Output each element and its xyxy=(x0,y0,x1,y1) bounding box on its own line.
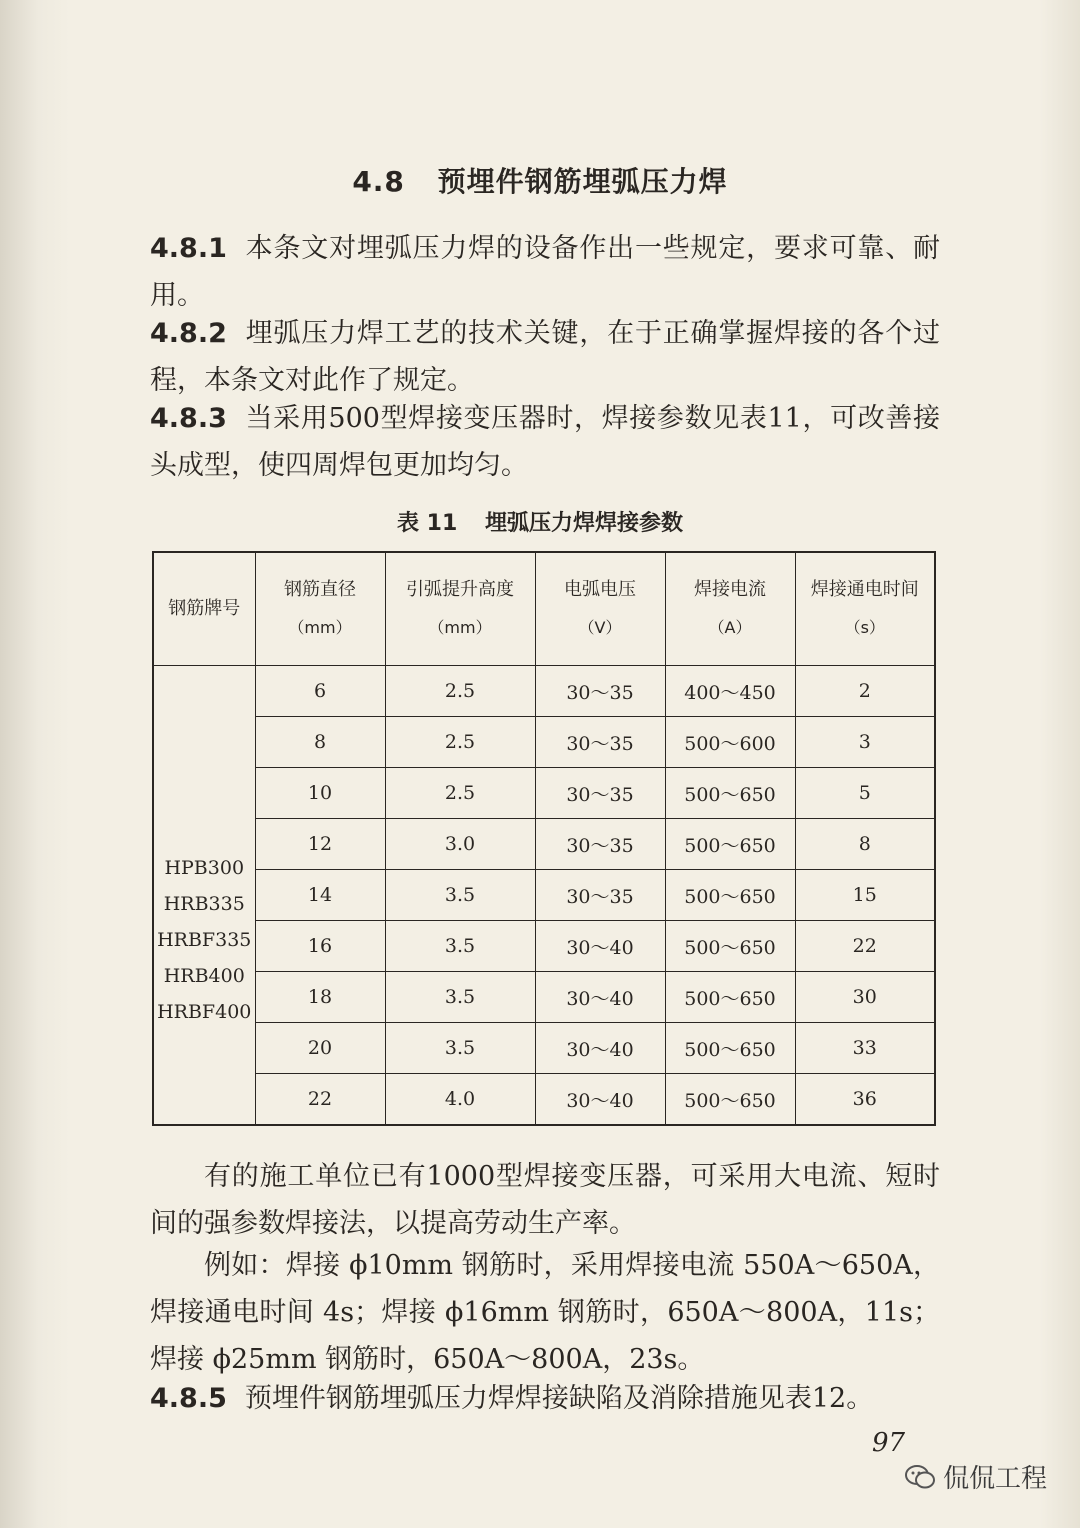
wechat-icon xyxy=(905,1464,935,1490)
header-welding-time: 焊接通电时间 （s） xyxy=(795,552,935,666)
cell-diameter: 12 xyxy=(255,819,385,870)
cell-time: 2 xyxy=(795,666,935,717)
cell-voltage: 30～40 xyxy=(535,1023,665,1074)
cell-lift: 2.5 xyxy=(385,768,535,819)
clause-number: 4.8.1 xyxy=(150,233,227,264)
cell-diameter: 6 xyxy=(255,666,385,717)
cell-diameter: 22 xyxy=(255,1074,385,1126)
clause-4-8-5 xyxy=(150,1375,940,1422)
cell-diameter: 14 xyxy=(255,870,385,921)
watermark-text: 侃侃工程 xyxy=(943,1464,1048,1494)
clause-text: 本条文对埋弧压力焊的设备作出一些规定，要求可靠、耐用。 xyxy=(150,233,940,311)
paragraph-strong-params: 有的施工单位已有1000型焊接变压器，可采用大电流、短时间的强参数焊接法，以提高劳动生产率。 xyxy=(150,1161,940,1239)
welding-params-table xyxy=(152,551,936,1126)
cell-time: 22 xyxy=(795,921,935,972)
cell-lift: 4.0 xyxy=(385,1074,535,1126)
cell-voltage: 30～35 xyxy=(535,870,665,921)
cell-current: 500～650 xyxy=(665,921,795,972)
cell-current: 500～650 xyxy=(665,768,795,819)
cell-lift: 3.5 xyxy=(385,1023,535,1074)
page-number: 97 xyxy=(872,1428,906,1458)
table-caption xyxy=(0,506,1080,537)
cell-time: 36 xyxy=(795,1074,935,1126)
table-row xyxy=(153,717,935,768)
section-title-text: 预埋件钢筋埋弧压力焊 xyxy=(437,165,728,198)
cell-time: 8 xyxy=(795,819,935,870)
table-row xyxy=(153,921,935,972)
cell-lift: 3.5 xyxy=(385,972,535,1023)
cell-voltage: 30～35 xyxy=(535,768,665,819)
cell-time: 15 xyxy=(795,870,935,921)
cell-voltage: 30～35 xyxy=(535,717,665,768)
section-number: 4.8 xyxy=(352,165,405,198)
page-edge-shadow-right xyxy=(1040,0,1080,1528)
clause-number: 4.8.2 xyxy=(150,318,227,349)
header-lift-height: 引弧提升高度 （mm） xyxy=(385,552,535,666)
clause-4-8-1 xyxy=(150,225,940,319)
header-welding-current: 焊接电流 （A） xyxy=(665,552,795,666)
cell-diameter: 10 xyxy=(255,768,385,819)
cell-current: 500～650 xyxy=(665,1074,795,1126)
cell-current: 500～650 xyxy=(665,870,795,921)
cell-current: 500～650 xyxy=(665,819,795,870)
cell-current: 500～650 xyxy=(665,1023,795,1074)
table-label: 表 11 xyxy=(397,511,458,536)
table-title: 埋弧压力焊焊接参数 xyxy=(484,511,683,536)
cell-voltage: 30～35 xyxy=(535,666,665,717)
cell-time: 5 xyxy=(795,768,935,819)
cell-voltage: 30～40 xyxy=(535,1074,665,1126)
cell-lift: 3.5 xyxy=(385,921,535,972)
cell-lift: 2.5 xyxy=(385,666,535,717)
cell-current: 400～450 xyxy=(665,666,795,717)
clause-text: 当采用500型焊接变压器时，焊接参数见表11，可改善接头成型，使四周焊包更加均匀。 xyxy=(150,403,940,481)
clause-number: 4.8.5 xyxy=(150,1383,227,1414)
clause-number: 4.8.3 xyxy=(150,403,227,434)
clause-text: 埋弧压力焊工艺的技术关键，在于正确掌握焊接的各个过程，本条文对此作了规定。 xyxy=(150,318,940,396)
cell-time: 3 xyxy=(795,717,935,768)
section-title xyxy=(0,160,1080,200)
cell-diameter: 20 xyxy=(255,1023,385,1074)
cell-time: 33 xyxy=(795,1023,935,1074)
cell-diameter: 18 xyxy=(255,972,385,1023)
cell-diameter: 16 xyxy=(255,921,385,972)
cell-voltage: 30～35 xyxy=(535,819,665,870)
header-grade: 钢筋牌号 xyxy=(153,552,255,666)
page-edge-shadow-left xyxy=(0,0,70,1528)
header-arc-voltage: 电弧电压 （V） xyxy=(535,552,665,666)
cell-lift: 2.5 xyxy=(385,717,535,768)
cell-lift: 3.5 xyxy=(385,870,535,921)
table-row xyxy=(153,666,935,717)
clause-4-8-3 xyxy=(150,395,940,489)
table-row xyxy=(153,972,935,1023)
cell-diameter: 8 xyxy=(255,717,385,768)
table-header-row xyxy=(153,552,935,666)
cell-time: 30 xyxy=(795,972,935,1023)
table-row xyxy=(153,1074,935,1126)
table-row xyxy=(153,1023,935,1074)
table-row xyxy=(153,768,935,819)
table-row xyxy=(153,870,935,921)
grade-cell: HPB300 HRB335 HRBF335 HRB400 HRBF400 xyxy=(153,666,255,1126)
cell-voltage: 30～40 xyxy=(535,972,665,1023)
cell-voltage: 30～40 xyxy=(535,921,665,972)
header-diameter: 钢筋直径 （mm） xyxy=(255,552,385,666)
cell-current: 500～650 xyxy=(665,972,795,1023)
clause-4-8-2 xyxy=(150,310,940,404)
watermark xyxy=(905,1458,1047,1495)
cell-lift: 3.0 xyxy=(385,819,535,870)
clause-text: 预埋件钢筋埋弧压力焊焊接缺陷及消除措施见表12。 xyxy=(244,1383,874,1414)
table-row xyxy=(153,819,935,870)
paragraph-example: 例如：焊接 ϕ10mm 钢筋时，采用焊接电流 550A～650A，焊接通电时间 4s；焊接 ϕ16mm 钢筋时，650A～800A，11s；焊接 ϕ25mm 钢筋时，650A～800A，23s。 xyxy=(150,1250,940,1375)
cell-current: 500～600 xyxy=(665,717,795,768)
